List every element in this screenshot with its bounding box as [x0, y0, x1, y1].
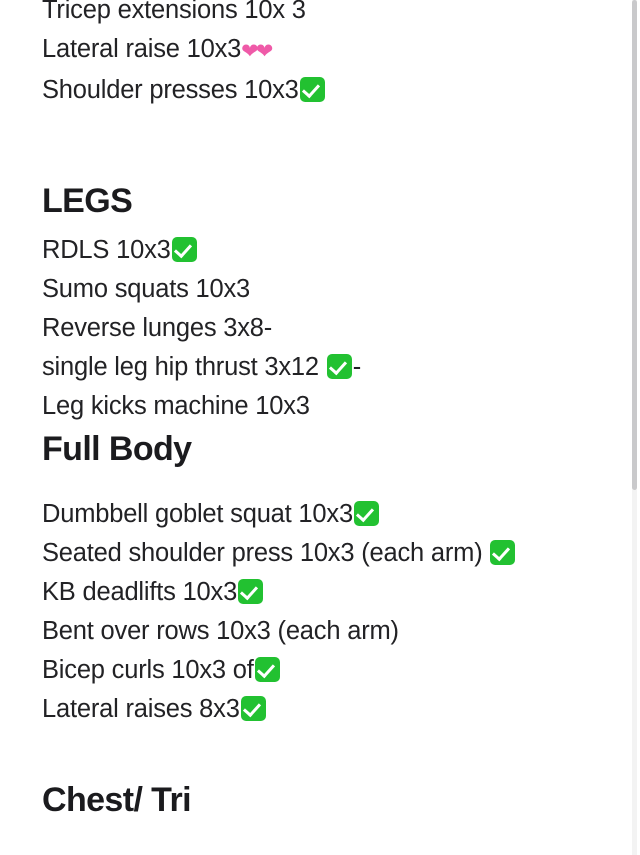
list-item	[42, 0, 616, 30]
list-item	[42, 495, 616, 534]
list-item	[42, 612, 616, 651]
section-heading-full-body: Full Body	[42, 430, 192, 468]
list-item-label: Bicep curls 10x3 of	[42, 656, 254, 684]
list-item-label: Reverse lunges 3x8-	[42, 314, 273, 342]
list-item-label: Bent over rows 10x3 (each arm)	[42, 617, 399, 645]
list-item-label: Tricep extensions 10x 3	[42, 0, 306, 24]
list-item-label: KB deadlifts 10x3	[42, 578, 238, 606]
section-heading-chest-tri: Chest/ Tri	[42, 781, 191, 819]
list-item	[42, 270, 616, 309]
checkmark-icon	[300, 77, 325, 102]
list-item-suffix: -	[352, 353, 362, 381]
list-item-label: Lateral raise 10x3	[42, 35, 242, 63]
checkmark-icon	[238, 579, 263, 604]
scrollbar-thumb[interactable]	[632, 0, 637, 490]
list-item-label: Leg kicks machine 10x3	[42, 392, 310, 420]
hearts-icon: ❤❤	[241, 39, 271, 63]
list-item-label: Seated shoulder press 10x3 (each arm)	[42, 539, 490, 567]
checkmark-icon	[172, 237, 197, 262]
checkmark-icon	[490, 540, 515, 565]
checkmark-icon	[354, 501, 379, 526]
list-item-label: Lateral raises 8x3	[42, 695, 240, 723]
list-item	[42, 651, 616, 690]
checkmark-icon	[255, 657, 280, 682]
list-item	[42, 387, 616, 426]
list-item	[42, 690, 616, 729]
list-item	[42, 231, 616, 270]
list-item-label: single leg hip thrust 3x12	[42, 353, 326, 381]
list-item	[42, 573, 616, 612]
list-item	[42, 534, 616, 573]
list-item-label: Sumo squats 10x3	[42, 275, 251, 303]
section-heading-legs: LEGS	[42, 182, 133, 220]
checkmark-icon	[241, 696, 266, 721]
list-item-label: RDLS 10x3	[42, 236, 171, 264]
list-item	[42, 309, 616, 348]
list-item-label: Dumbbell goblet squat 10x3	[42, 500, 353, 528]
list-item-label: Shoulder presses 10x3	[42, 76, 299, 104]
list-item	[42, 71, 616, 110]
checkmark-icon	[327, 354, 352, 379]
list-item	[42, 30, 616, 71]
list-item	[42, 348, 616, 387]
